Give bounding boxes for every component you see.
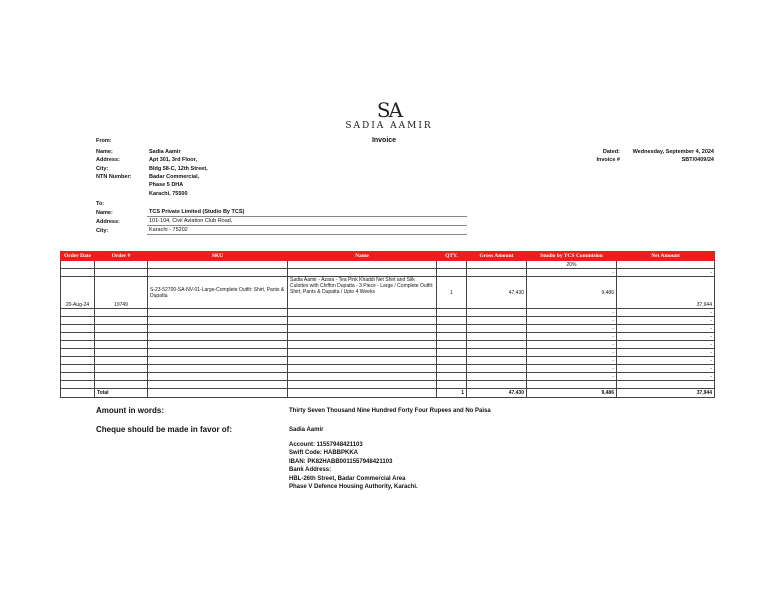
dash-cell: - bbox=[527, 341, 617, 349]
col-order-date: Order Date bbox=[61, 252, 95, 261]
bank-iban: IBAN: PK82HABB0011557948421103 bbox=[289, 459, 393, 465]
col-gross-amount: Gross Amount bbox=[467, 252, 527, 261]
from-name-label: Name: bbox=[96, 149, 113, 155]
total-net: 37,944 bbox=[617, 389, 715, 398]
item-order-number: 19749 bbox=[95, 277, 148, 309]
item-order-date: 20-Aug-24 bbox=[61, 277, 95, 309]
amount-words-label: Amount in words: bbox=[96, 406, 164, 415]
from-city-label: City: bbox=[96, 166, 109, 172]
to-city: Karachi - 75202 bbox=[149, 227, 188, 233]
from-address-line-3: Badar Commercial, bbox=[149, 174, 200, 180]
brand-monogram: SA bbox=[376, 98, 402, 122]
dash-cell: - bbox=[617, 317, 715, 325]
item-net: 37,944 bbox=[617, 277, 715, 309]
amount-words-value: Thirty Seven Thousand Nine Hundred Forty Four Rupees and No Paisa bbox=[289, 408, 491, 414]
bank-swift: Swift Code: HABBPKKA bbox=[289, 450, 358, 456]
dash-cell: - bbox=[617, 309, 715, 317]
table-row bbox=[61, 349, 715, 357]
from-name: Sadia Aamir bbox=[149, 149, 181, 155]
bank-address-line-1: HBL-26th Street, Badar Commercial Area bbox=[289, 476, 406, 482]
item-sku: S-23-52700-SA-NV-01-Large-Complete Outfit: Shirt, Pants & Dupatta bbox=[148, 277, 288, 309]
item-name: Sadia Aamir - Azara - Tea Pink Khaddi Net Shirt and Silk Culottes with Chiffon Dupatta - 3 Piece - Large / Complete Outfit: Shirt, Pants & Dupatta / Upto 4 Weeks bbox=[288, 277, 437, 309]
col-name: Name bbox=[288, 252, 437, 261]
table-row bbox=[61, 381, 715, 389]
table-row bbox=[61, 317, 715, 325]
to-name-label: Name: bbox=[96, 210, 113, 216]
to-address: 101-104, Civil Aviation Club Road, bbox=[149, 218, 233, 224]
table-header-row bbox=[61, 252, 715, 261]
table-row bbox=[61, 365, 715, 373]
bank-address-line-2: Phase V Defence Housing Authority, Karachi. bbox=[289, 484, 418, 490]
to-heading: To: bbox=[96, 201, 105, 207]
commission-rate: 20% bbox=[527, 261, 617, 269]
dash-cell: - bbox=[617, 341, 715, 349]
dash-cell: - bbox=[617, 333, 715, 341]
from-address-line-5: Karachi, 75500 bbox=[149, 191, 188, 197]
dash-cell: - bbox=[617, 349, 715, 357]
table-row bbox=[61, 261, 715, 269]
table-row bbox=[61, 373, 715, 381]
page-title: Invoice bbox=[371, 137, 397, 144]
table-total-row bbox=[61, 389, 715, 398]
dash-cell: - bbox=[617, 365, 715, 373]
to-name: TCS Private Limited (Studio By TCS) bbox=[149, 209, 245, 215]
total-commission: 9,486 bbox=[527, 389, 617, 398]
brand-name: SADIA AAMIR bbox=[345, 121, 433, 131]
table-row bbox=[61, 325, 715, 333]
invoice-number-value: SBT/0409/24 bbox=[681, 157, 714, 163]
dash-cell: - bbox=[527, 365, 617, 373]
from-address-line-4: Phase 5 DHA bbox=[149, 182, 184, 188]
bank-address-label: Bank Address: bbox=[289, 467, 332, 473]
total-label: Total bbox=[95, 389, 148, 398]
dash-cell: - bbox=[527, 357, 617, 365]
table-row bbox=[61, 357, 715, 365]
dash-cell: - bbox=[527, 373, 617, 381]
col-commission: Studio by TCS Commision bbox=[527, 252, 617, 261]
from-address-line-2: Bldg 58-C, 12th Street, bbox=[149, 166, 208, 172]
col-sku: SKU bbox=[148, 252, 288, 261]
dash-cell: - bbox=[617, 357, 715, 365]
item-commission: 9,486 bbox=[527, 277, 617, 309]
bank-account: Account: 11557948421103 bbox=[289, 442, 363, 448]
table-row bbox=[61, 333, 715, 341]
cheque-value: Sadia Aamir bbox=[289, 427, 324, 433]
total-gross: 47,430 bbox=[467, 389, 527, 398]
col-net-amount: Net Amount bbox=[617, 252, 715, 261]
from-address-label: Address: bbox=[96, 157, 120, 163]
dash-cell: - bbox=[617, 373, 715, 381]
dash-cell: - bbox=[527, 309, 617, 317]
dash-cell: - bbox=[617, 269, 715, 277]
col-qty: QTY. bbox=[437, 252, 467, 261]
dash-cell: - bbox=[527, 269, 617, 277]
dated-value: Wednesday, September 4, 2024 bbox=[632, 149, 714, 155]
table-row-item bbox=[61, 277, 715, 309]
table-row bbox=[61, 269, 715, 277]
from-address-line-1: Apt 301, 3rd Floor, bbox=[149, 157, 197, 163]
dash-cell: - bbox=[527, 317, 617, 325]
col-order-number: Order # bbox=[95, 252, 148, 261]
to-city-underline bbox=[147, 234, 467, 235]
dash-cell: - bbox=[527, 349, 617, 357]
invoice-table bbox=[60, 251, 715, 398]
table-row bbox=[61, 341, 715, 349]
table-row bbox=[61, 309, 715, 317]
from-heading: From: bbox=[96, 138, 112, 144]
item-qty: 1 bbox=[437, 277, 467, 309]
invoice-number-label: Invoice # bbox=[596, 157, 620, 163]
total-qty: 1 bbox=[437, 389, 467, 398]
dated-label: Dated: bbox=[602, 149, 620, 155]
from-ntn-label: NTN Number: bbox=[96, 174, 132, 180]
item-gross: 47,430 bbox=[467, 277, 527, 309]
to-address-label: Address: bbox=[96, 219, 120, 225]
dash-cell: - bbox=[527, 333, 617, 341]
cheque-label: Cheque should be made in favor of: bbox=[96, 425, 233, 434]
dash-cell: - bbox=[617, 325, 715, 333]
dash-cell: - bbox=[527, 325, 617, 333]
to-city-label: City: bbox=[96, 228, 109, 234]
